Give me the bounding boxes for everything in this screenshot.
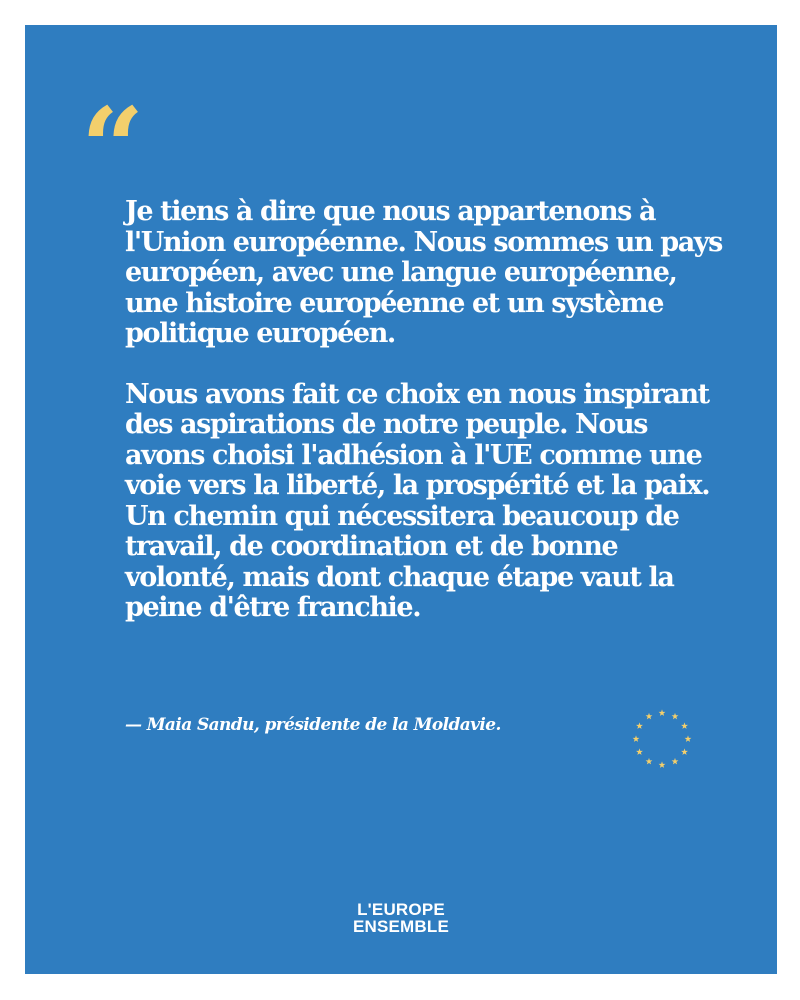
brand-logo	[25, 901, 777, 935]
eu-star	[672, 758, 679, 765]
eu-star	[681, 722, 688, 729]
eu-star	[681, 748, 688, 755]
eu-star	[646, 758, 653, 765]
eu-star	[659, 761, 666, 768]
logo-line-2: ENSEMBLE	[352, 917, 450, 936]
eu-star	[646, 713, 653, 720]
eu-star	[636, 722, 643, 729]
eu-star	[685, 735, 692, 742]
quote-paragraph-2: Nous avons fait ce choix en nous inspirant des aspirations de notre peuple. Nous avons choisi l'adhésion à l'UE comme une voie vers la liberté, la prospérité et la paix. Un chemin qui nécessitera beaucoup de travail, de coordination et de bonne volonté, mais dont chaque étape vaut la peine d'être franchie.	[125, 378, 710, 623]
quote-paragraph-1: Je tiens à dire que nous appartenons à l'Union européenne. Nous sommes un pays européen, avec une langue européenne, une histoire européenne et un système politique européen.	[125, 196, 722, 349]
logo-line-1: L'EUROPE	[357, 900, 445, 919]
eu-star	[659, 709, 666, 716]
quote-card	[25, 25, 777, 974]
eu-star	[633, 735, 640, 742]
quote-text	[125, 197, 725, 654]
quote-mark-icon: “	[81, 83, 139, 212]
eu-star	[672, 713, 679, 720]
quote-attribution: — Maia Sandu, présidente de la Moldavie.	[125, 715, 501, 735]
eu-stars-icon	[628, 705, 696, 773]
eu-star	[636, 748, 643, 755]
